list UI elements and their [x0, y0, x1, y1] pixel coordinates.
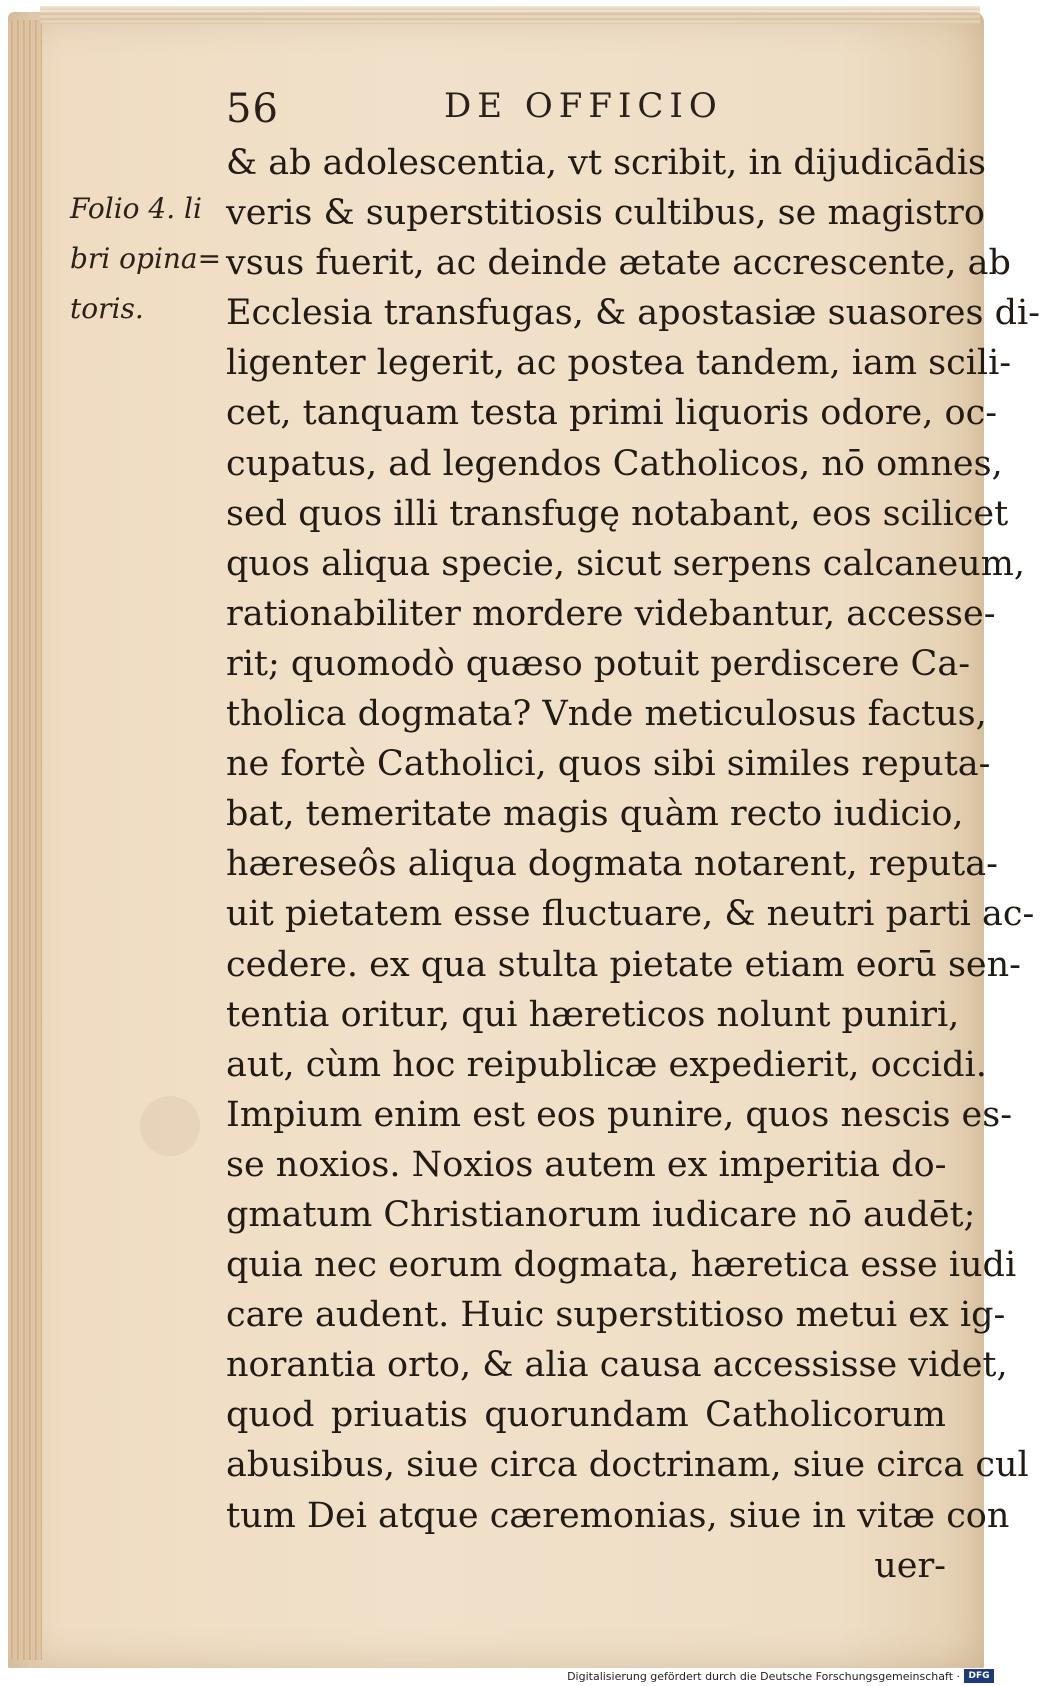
text-line: aut, cùm hoc reipublicæ expedierit, occidi.: [226, 1044, 987, 1085]
marginal-note: [70, 184, 220, 334]
page-top-edge: [40, 6, 980, 24]
marginal-note-line: toris.: [70, 292, 144, 325]
text-line: vsus fuerit, ac deinde ætate accrescente, ab: [226, 243, 1011, 284]
text-line: tholica dogmata? Vnde meticulosus factus,: [226, 694, 987, 735]
text-line: tum Dei atque cæremonias, siue in vitæ con: [226, 1495, 1010, 1536]
marginal-note-line: bri opina=: [70, 242, 222, 275]
text-line: quod priuatis quorundam Catholicorum: [226, 1395, 946, 1436]
page-header: [226, 86, 946, 134]
text-line: bat, temeritate magis quàm recto iudicio,: [226, 794, 964, 835]
catchword: uer-: [874, 1545, 946, 1586]
paper-stain: [140, 1096, 200, 1156]
body-text: [226, 138, 1040, 1591]
text-line: norantia orto, & alia causa accessisse videt,: [226, 1345, 1008, 1386]
text-line: veris & superstitiosis cultibus, se magistro: [226, 193, 985, 234]
text-line: ne fortè Catholici, quos sibi similes reputa-: [226, 744, 991, 785]
page-number: 56: [226, 86, 279, 132]
text-line: tentia oritur, qui hæreticos nolunt puniri,: [226, 994, 960, 1035]
text-line: se noxios. Noxios autem ex imperitia do-: [226, 1144, 947, 1185]
text-line: cupatus, ad legendos Catholicos, nō omnes,: [226, 443, 1003, 484]
text-line: Ecclesia transfugas, & apostasiæ suasores di-: [226, 293, 1040, 334]
text-line: ligenter legerit, ac postea tandem, iam scili-: [226, 343, 1012, 384]
text-line: quos aliqua specie, sicut serpens calcaneum,: [226, 543, 1026, 584]
text-line: rationabiliter mordere videbantur, accesse-: [226, 593, 996, 634]
dfg-logo-icon: DFG: [964, 1669, 994, 1683]
text-line: care audent. Huic superstitioso metui ex ig-: [226, 1295, 1006, 1336]
text-line: & ab adolescentia, vt scribit, in dijudicādis: [226, 143, 986, 183]
digitization-credit: Digitalisierung gefördert durch die Deutsche Forschungsgemeinschaft ·: [567, 1670, 960, 1683]
text-line: Impium enim est eos punire, quos nescis es-: [226, 1094, 1013, 1135]
text-line: uit pietatem esse fluctuare, & neutri parti ac-: [226, 894, 1035, 935]
running-title: DE OFFICIO: [444, 86, 723, 126]
text-line: quia nec eorum dogmata, hæretica esse iudi: [226, 1245, 1017, 1286]
marginal-note-line: Folio 4. li: [70, 192, 202, 225]
text-line: rit; quomodò quæso potuit perdiscere Ca-: [226, 643, 971, 684]
text-line: cedere. ex qua stulta pietate etiam eorū sen-: [226, 944, 1021, 985]
text-line: gmatum Christianorum iudicare nō audēt;: [226, 1194, 976, 1235]
page-stack-edge: [8, 20, 42, 1660]
text-line: abusibus, siue circa doctrinam, siue circa cul: [226, 1445, 1029, 1486]
text-line: hæreseôs aliqua dogmata notarent, reputa-: [226, 844, 998, 885]
text-line: sed quos illi transfugę notabant, eos scilicet: [226, 493, 1009, 534]
text-line: cet, tanquam testa primi liquoris odore, oc-: [226, 393, 998, 434]
